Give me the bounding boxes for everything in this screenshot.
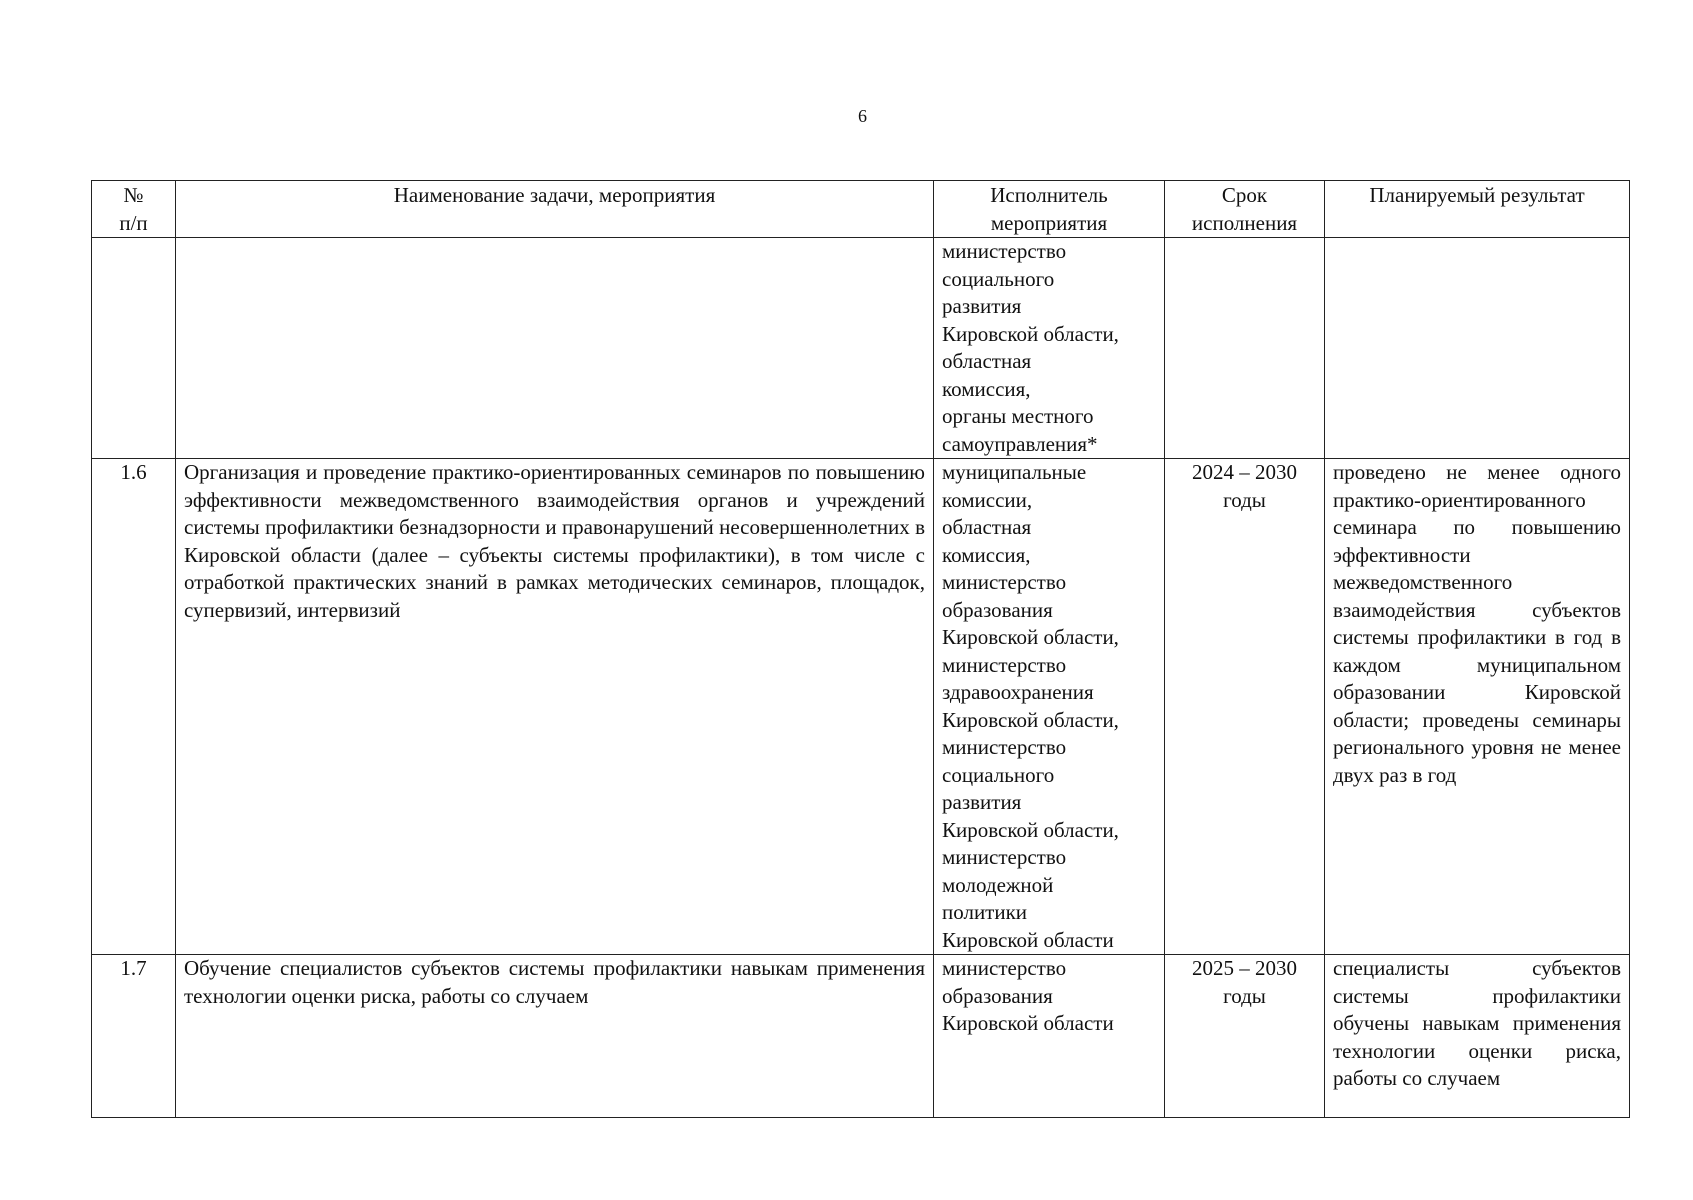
header-executor: Исполнитель мероприятия — [934, 181, 1165, 238]
page-number: 6 — [858, 106, 867, 126]
row-number: 1.7 — [92, 955, 176, 1118]
task-cell: Обучение специалистов субъектов системы профилактики навыкам применения технологии оценки риска, работы со случаем — [176, 955, 934, 1118]
executor-cell: муниципальные комиссии, областная комиссия, министерство образования Кировской области, министерство здравоохранения Кировской области, министерство социального развития Кировской области, министерство молодежной политики Кировской области — [934, 459, 1165, 955]
row-number: 1.6 — [92, 459, 176, 955]
result-cell: проведено не менее одного практико-ориентированного семинара по повышению эффективности межведомственного взаимодействия субъектов системы профилактики в год в каждом муниципальном образовании Кировской области; проведены семинары регионального уровня не менее двух раз в год — [1325, 459, 1630, 955]
term-cell: 2024 – 2030 годы — [1165, 459, 1325, 955]
table-row — [92, 238, 1630, 459]
header-task: Наименование задачи, мероприятия — [176, 181, 934, 238]
table-header-row — [92, 181, 1630, 238]
task-cell — [176, 238, 934, 459]
task-cell: Организация и проведение практико-ориентированных семинаров по повышению эффективности межведомственного взаимодействия органов и учреждений системы профилактики безнадзорности и правонарушений несовершеннолетних в Кировской области (далее – субъекты системы профилактики), в том числе с отработкой практических знаний в рамках методических семинаров, площадок, супервизий, интервизий — [176, 459, 934, 955]
measures-table — [91, 180, 1630, 1118]
header-result: Планируемый результат — [1325, 181, 1630, 238]
executor-cell: министерство социального развития Кировской области, областная комиссия, органы местного самоуправления* — [934, 238, 1165, 459]
header-num: № п/п — [92, 181, 176, 238]
result-cell: специалисты субъектов системы профилактики обучены навыкам применения технологии оценки риска, работы со случаем — [1325, 955, 1630, 1118]
row-number — [92, 238, 176, 459]
term-cell: 2025 – 2030 годы — [1165, 955, 1325, 1118]
term-cell — [1165, 238, 1325, 459]
header-term: Срок исполнения — [1165, 181, 1325, 238]
table-row — [92, 955, 1630, 1118]
result-cell — [1325, 238, 1630, 459]
executor-cell: министерство образования Кировской области — [934, 955, 1165, 1118]
table-row — [92, 459, 1630, 955]
